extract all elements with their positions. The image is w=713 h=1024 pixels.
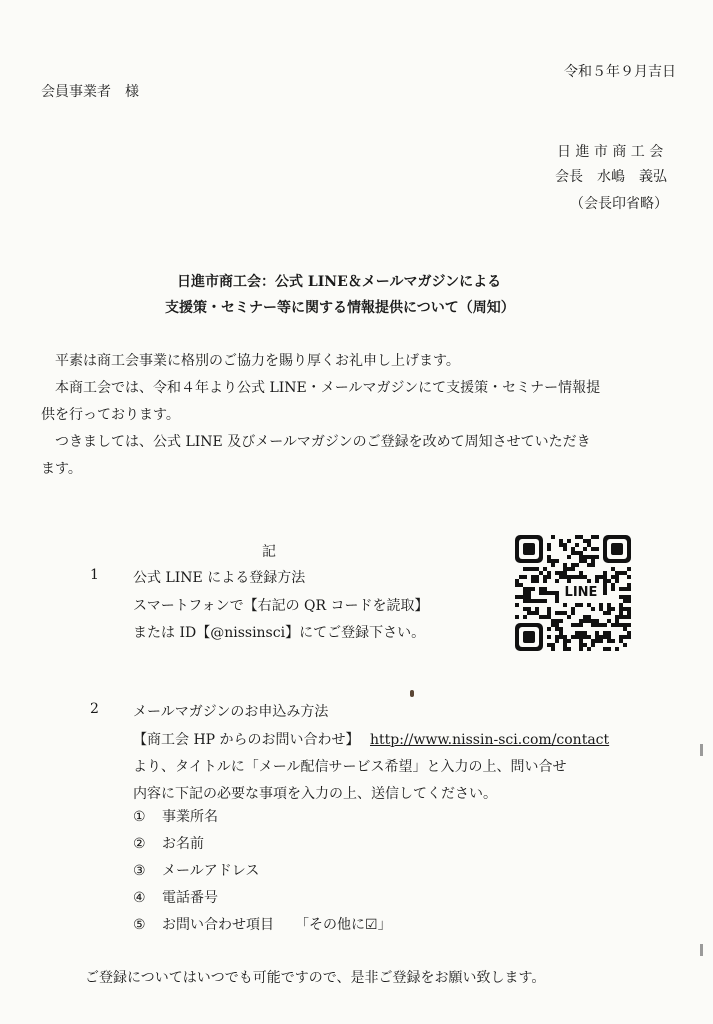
section-1-heading: 公式 LINE による登録方法 [133, 570, 306, 586]
sender-name: 会長 水嶋 義弘 [555, 169, 667, 185]
title-line-2: 支援策・セミナー等に関する情報提供について（周知） [165, 300, 515, 316]
paper-speck [410, 690, 414, 697]
section-1-line-3: または ID【@nissinsci】にてご登録下さい。 [133, 625, 426, 641]
section-2-line-4: 内容に下記の必要な事項を入力の上、送信してください。 [133, 786, 497, 802]
required-item-5 [133, 914, 392, 934]
item-number: ③ [133, 863, 146, 879]
section-2-heading: メールマガジンのお申込み方法 [133, 704, 329, 720]
item-text: メールアドレス [162, 863, 260, 879]
item-number: ④ [133, 890, 146, 906]
ki-heading: 記 [262, 544, 276, 560]
contact-prefix: 【商工会 HP からのお問い合わせ】 [133, 732, 360, 748]
closing-note: ご登録についてはいつでも可能ですので、是非ご登録をお願い致します。 [85, 970, 546, 986]
seal-note: （会長印省略） [570, 196, 668, 212]
section-1-number: 1 [90, 567, 99, 583]
edge-scan-mark [700, 744, 703, 756]
section-2-number: 2 [90, 701, 99, 717]
item-text: 事業所名 [162, 809, 219, 825]
required-item-4 [133, 887, 218, 907]
body-paragraph-3-line-2: ます。 [41, 461, 82, 477]
item-text: 電話番号 [162, 890, 219, 906]
line-qr-code [515, 535, 631, 651]
edge-scan-mark [700, 944, 703, 956]
required-item-3 [133, 860, 259, 880]
sender-org: 日 進 市 商 工 会 [557, 144, 664, 160]
section-2-line-2 [133, 729, 609, 749]
section-1-line-2: スマートフォンで【右記の QR コードを読取】 [133, 598, 429, 614]
required-item-2 [133, 833, 204, 853]
item-number: ⑤ [133, 917, 146, 933]
item-text: お名前 [162, 836, 205, 852]
item-text: お問い合わせ項目 「その他に☑」 [162, 917, 392, 933]
title-line-1: 日進市商工会：公式 LINE＆メールマガジンによる [177, 274, 502, 290]
recipient: 会員事業者 様 [41, 84, 139, 100]
body-paragraph-3-line-1: つきましては、公式 LINE 及びメールマガジンのご登録を改めて周知させていただき [55, 434, 591, 450]
date: 令和５年９月吉日 [564, 64, 676, 80]
item-number: ② [133, 836, 146, 852]
qr-line-label: LINE [559, 583, 603, 603]
section-2-line-3: より、タイトルに「メール配信サービス希望」と入力の上、問い合せ [133, 759, 567, 775]
body-paragraph-2-line-2: 供を行っております。 [41, 407, 180, 423]
contact-url-link[interactable]: http://www.nissin-sci.com/contact [369, 732, 610, 748]
item-number: ① [133, 809, 146, 825]
body-paragraph-2-line-1: 本商工会では、令和４年より公式 LINE・メールマガジンにて支援策・セミナー情報提 [55, 380, 601, 396]
body-paragraph-1: 平素は商工会事業に格別のご協力を賜り厚くお礼申し上げます。 [55, 353, 460, 369]
required-item-1 [133, 806, 218, 826]
